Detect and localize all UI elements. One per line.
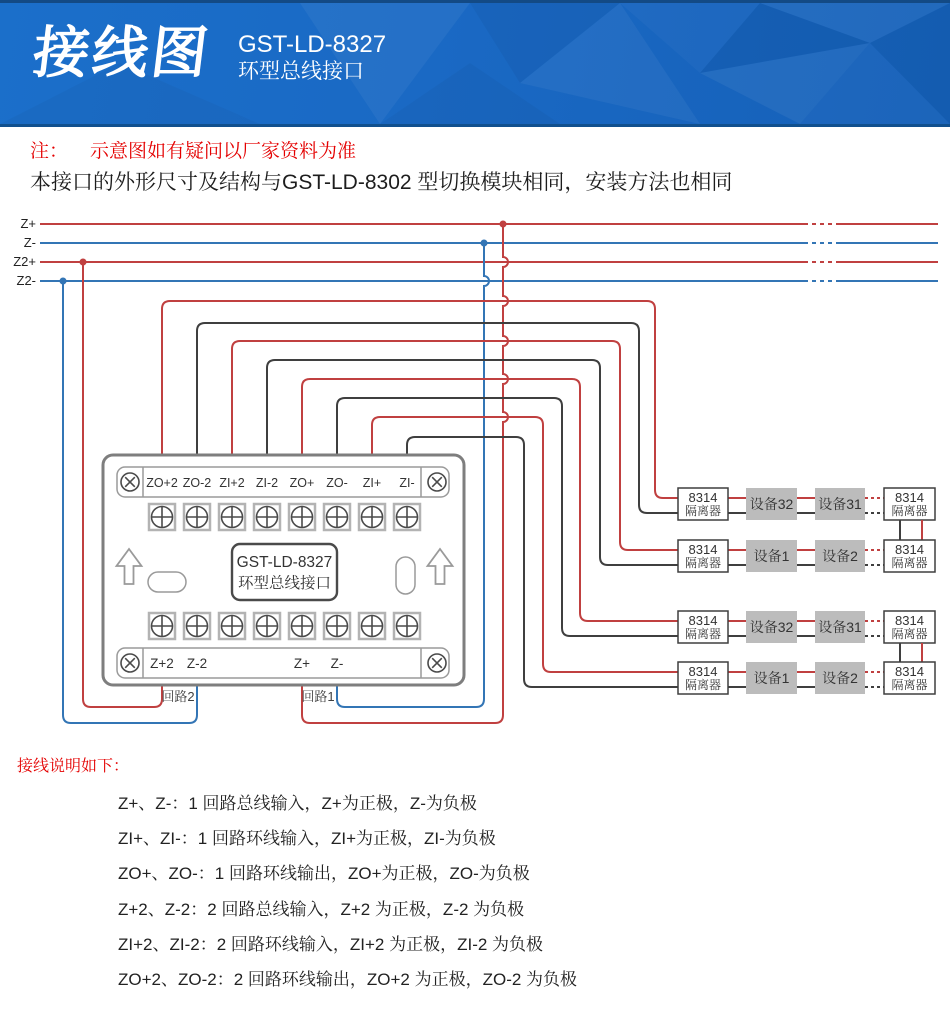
device-row-1 bbox=[678, 488, 935, 520]
legend-line: ZO+2、ZO-2：2 回路环线输出，ZO+2 为正极，ZO-2 为负极 bbox=[118, 969, 578, 989]
junction-dot-zminus bbox=[481, 240, 488, 247]
isolator-name: 隔离器 bbox=[891, 556, 928, 570]
corner-screw-icon bbox=[121, 654, 139, 672]
terminal-label: Z+ bbox=[293, 656, 311, 671]
screw-terminal-icon bbox=[289, 613, 315, 639]
model-name: 环型总线接口 bbox=[238, 60, 364, 83]
module-nameplate bbox=[232, 544, 337, 600]
legend-line: ZO+、ZO-：1 回路环线输出，ZO+为正极，ZO-为负极 bbox=[118, 864, 530, 884]
screw-terminal-icon bbox=[184, 504, 210, 530]
legend-line: ZI+、ZI-：1 回路环线输入，ZI+为正极，ZI-为负极 bbox=[118, 829, 496, 849]
terminal-label: ZO-2 bbox=[182, 476, 212, 490]
terminal-label: ZO- bbox=[326, 476, 348, 490]
terminal-label: ZI+ bbox=[362, 476, 382, 490]
corner-screw-icon bbox=[121, 473, 139, 491]
isolator-name: 隔离器 bbox=[684, 504, 722, 518]
device-label: 设备1 bbox=[753, 548, 790, 564]
bus-label-z-plus: Z+ bbox=[20, 216, 36, 231]
device-row-3 bbox=[678, 611, 935, 643]
terminal-label: ZI+2 bbox=[219, 476, 245, 490]
device-label: 设备2 bbox=[822, 670, 858, 686]
terminal-label: ZI-2 bbox=[255, 476, 279, 490]
doc-subtitle bbox=[238, 31, 386, 85]
screw-terminal-icon bbox=[359, 504, 385, 530]
isolator-model: 8314 bbox=[688, 613, 718, 628]
isolator-model: 8314 bbox=[895, 664, 924, 679]
bus-lines bbox=[13, 216, 938, 288]
terminal-label: ZO+ bbox=[289, 476, 315, 490]
screw-terminal-icon bbox=[324, 613, 350, 639]
junction-dot-z2minus bbox=[60, 278, 67, 285]
nameplate-name: 环型总线接口 bbox=[237, 575, 332, 592]
bus-label-z2-plus: Z2+ bbox=[13, 254, 36, 269]
terminal-label: ZO+2 bbox=[146, 476, 178, 490]
legend-lines bbox=[118, 786, 577, 997]
nameplate-model: GST-LD-8327 bbox=[236, 554, 333, 571]
legend-line: ZI+2、ZI-2：2 回路环线输入，ZI+2 为正极，ZI-2 为负极 bbox=[118, 934, 544, 954]
header-banner bbox=[0, 0, 950, 127]
isolator-name: 隔离器 bbox=[684, 678, 722, 692]
terminal-label: Z- bbox=[330, 656, 344, 671]
legend-line: Z+、Z-：1 回路总线输入，Z+为正极，Z-为负极 bbox=[118, 794, 477, 813]
corner-screw-icon bbox=[428, 473, 446, 491]
mount-slot-vertical bbox=[396, 557, 415, 594]
note-warning-text: 示意图如有疑问以厂家资料为准 bbox=[90, 141, 357, 162]
screw-terminal-icon bbox=[394, 613, 420, 639]
mount-slot-horizontal bbox=[148, 572, 186, 592]
screw-terminal-icon bbox=[219, 613, 245, 639]
loop1-label: 回路1 bbox=[301, 689, 335, 704]
note-warning bbox=[30, 136, 356, 163]
screw-terminal-icon bbox=[289, 504, 315, 530]
terminal-label: ZI- bbox=[399, 476, 415, 490]
corner-screw-icon bbox=[428, 654, 446, 672]
isolator-name: 隔离器 bbox=[684, 556, 722, 570]
loop2-label: 回路2 bbox=[161, 689, 195, 704]
legend-heading: 接线说明如下： bbox=[17, 758, 130, 775]
device-label: 设备32 bbox=[749, 619, 794, 635]
screw-terminal-icon bbox=[149, 504, 175, 530]
isolator-model: 8314 bbox=[688, 490, 718, 505]
screw-terminal-icon bbox=[254, 613, 280, 639]
note-prefix: 注： bbox=[30, 141, 69, 162]
device-label: 设备32 bbox=[749, 496, 794, 512]
screw-terminal-icon bbox=[184, 613, 210, 639]
doc-title: 接线图 bbox=[29, 21, 215, 84]
terminal-label: Z+2 bbox=[150, 656, 174, 671]
isolator-name: 隔离器 bbox=[684, 627, 722, 641]
isolator-model: 8314 bbox=[688, 542, 718, 557]
device-row-2 bbox=[678, 540, 935, 572]
isolator-name: 隔离器 bbox=[891, 504, 928, 518]
device-label: 设备31 bbox=[818, 496, 862, 512]
screw-terminal-icon bbox=[359, 613, 385, 639]
isolator-model: 8314 bbox=[895, 542, 924, 557]
isolator-name: 隔离器 bbox=[891, 627, 928, 641]
legend-line: Z+2、Z-2：2 回路总线输入，Z+2 为正极，Z-2 为负极 bbox=[118, 899, 525, 919]
junction-dot-z2plus bbox=[80, 259, 87, 266]
screw-terminal-icon bbox=[149, 613, 175, 639]
device-label: 设备2 bbox=[822, 548, 858, 564]
device-row-4 bbox=[678, 662, 935, 694]
screw-terminal-icon bbox=[324, 504, 350, 530]
junction-dot-zplus bbox=[500, 221, 507, 228]
bus-label-z-minus: Z- bbox=[23, 235, 36, 250]
device-label: 设备31 bbox=[818, 619, 862, 635]
terminal-label: Z-2 bbox=[186, 656, 208, 671]
isolator-name: 隔离器 bbox=[891, 678, 928, 692]
device-label: 设备1 bbox=[753, 670, 790, 686]
isolator-model: 8314 bbox=[895, 613, 924, 628]
isolator-model: 8314 bbox=[895, 490, 924, 505]
screw-terminal-icon bbox=[254, 504, 280, 530]
module bbox=[103, 455, 464, 685]
screw-terminal-icon bbox=[219, 504, 245, 530]
model-number: GST-LD-8327 bbox=[238, 31, 387, 58]
screw-terminal-icon bbox=[394, 504, 420, 530]
note-dimensions: 本接口的外形尺寸及结构与GST-LD-8302 型切换模块相同，安装方法也相同 bbox=[30, 171, 733, 194]
isolator-model: 8314 bbox=[688, 664, 718, 679]
wiring-diagram bbox=[0, 205, 950, 755]
bus-label-z2-minus: Z2- bbox=[16, 273, 36, 288]
